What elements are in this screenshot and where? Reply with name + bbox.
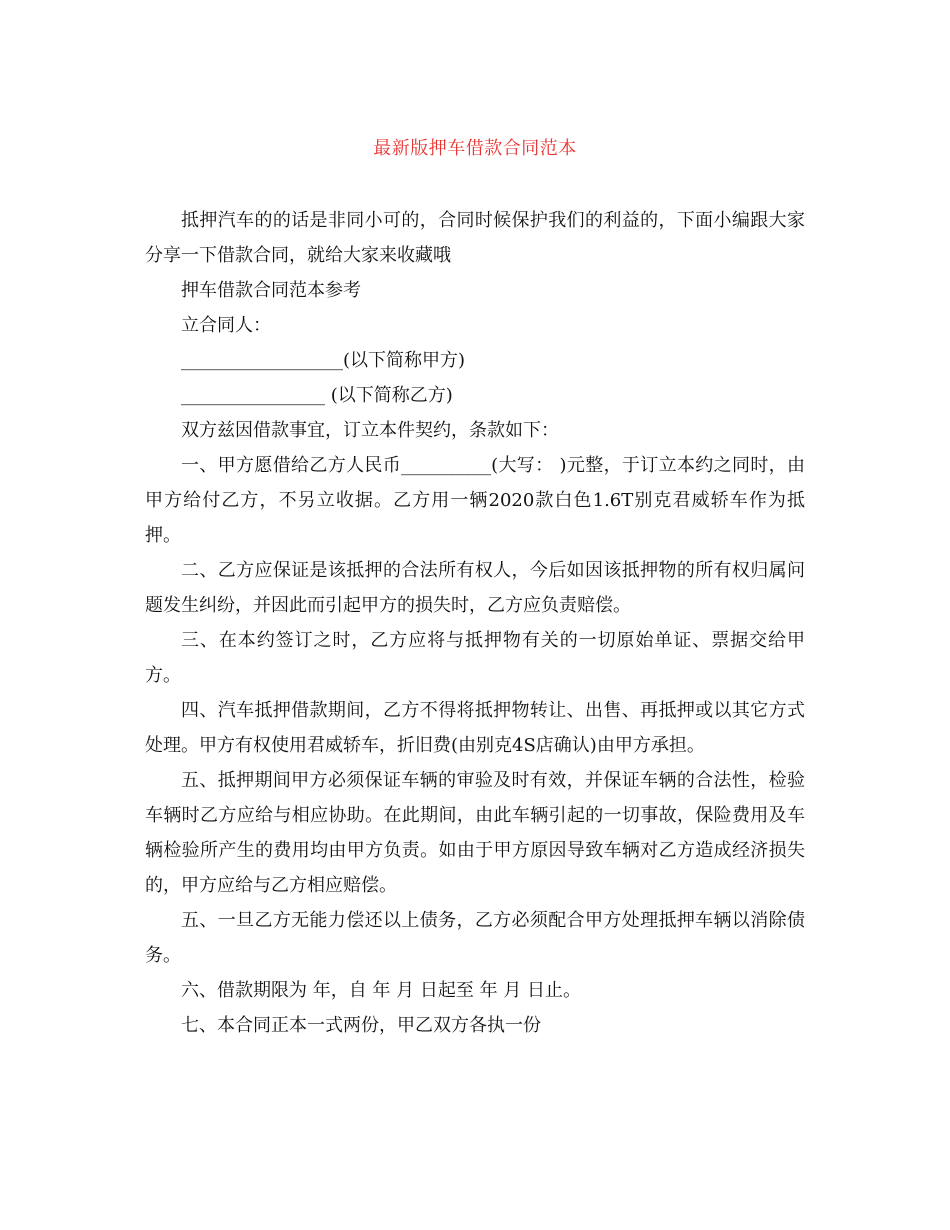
- intro-paragraph: 抵押汽车的的话是非同小可的，合同时候保护我们的利益的，下面小编跟大家分享一下借款合同，就给大家来收藏哦: [145, 210, 805, 266]
- party-a-line: __________________(以下简称甲方): [181, 350, 466, 371]
- clause-5b: 五、一旦乙方无能力偿还以上债务，乙方必须配合甲方处理抵押车辆以消除债务。: [145, 910, 805, 966]
- party-b-line: ________________ (以下简称乙方): [181, 385, 453, 406]
- clause-5a: 五、抵押期间甲方必须保证车辆的审验及时有效，并保证车辆的合法性，检验车辆时乙方应给与相应协助。在此期间，由此车辆引起的一切事故，保险费用及车辆检验所产生的费用均由甲方负责。如由于甲方原因导致车辆对乙方造成经济损失的，甲方应给与乙方相应赔偿。: [145, 770, 805, 896]
- document-title: 最新版押车借款合同范本: [373, 138, 577, 159]
- clause-6: 六、借款期限为 年，自 年 月 日起至 年 月 日止。: [181, 980, 582, 1001]
- clause-3: 三、在本约签订之时，乙方应将与抵押物有关的一切原始单证、票据交给甲方。: [145, 630, 805, 686]
- clause-2: 二、乙方应保证是该抵押的合法所有权人，今后如因该抵押物的所有权归属问题发生纠纷，并因此而引起甲方的损失时，乙方应负责赔偿。: [145, 560, 805, 616]
- clause-1: 一、甲方愿借给乙方人民币__________(大写： )元整，于订立本约之同时，由甲方给付乙方，不另立收据。乙方用一辆2020款白色1.6T别克君威轿车作为抵押。: [145, 455, 805, 546]
- terms-intro: 双方兹因借款事宜，订立本件契约，条款如下：: [181, 420, 559, 441]
- clause-7: 七、本合同正本一式两份，甲乙双方各执一份: [181, 1015, 541, 1036]
- contract-subtitle: 押车借款合同范本参考: [181, 280, 361, 301]
- clause-4: 四、汽车抵押借款期间，乙方不得将抵押物转让、出售、再抵押或以其它方式处理。甲方有权使用君威轿车，折旧费(由别克4S店确认)由甲方承担。: [145, 700, 805, 756]
- parties-heading: 立合同人：: [181, 315, 271, 336]
- document-body: [145, 203, 805, 1043]
